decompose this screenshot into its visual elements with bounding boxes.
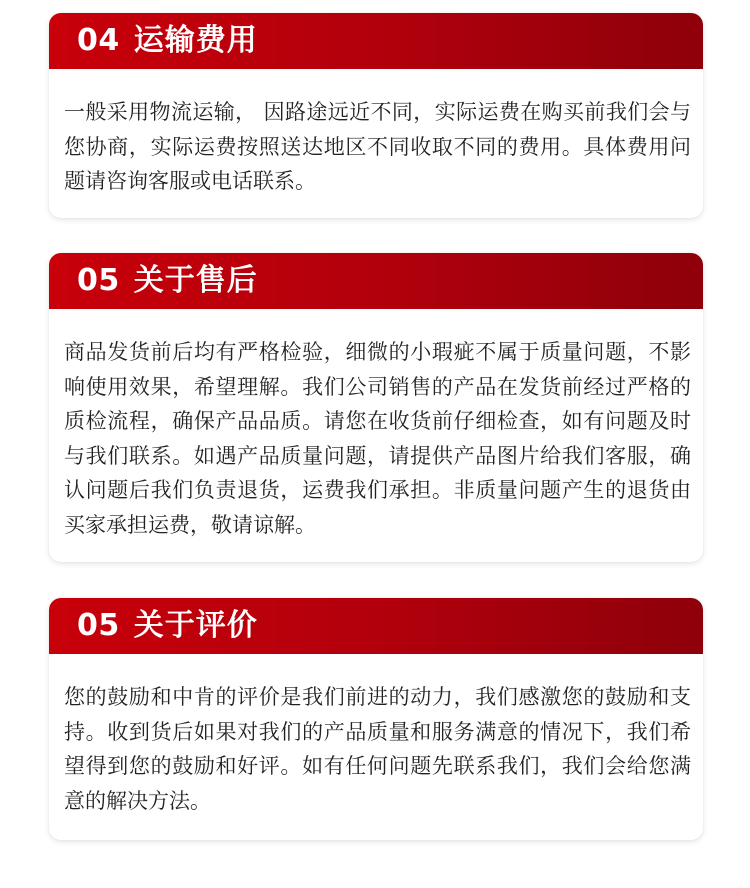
section-card-shipping [49,13,703,218]
section-title: 关于售后 [133,263,258,298]
section-title: 关于评价 [133,608,258,643]
section-number: 04 [77,23,120,58]
section-number: 05 [77,263,120,298]
section-text: 您的鼓励和中肯的评价是我们前进的动力，我们感激您的鼓励和支持。收到货后如果对我们的产品质量和服务满意的情况下，我们希望得到您的鼓励和好评。如有任何问题先联系我们，我们会给您满意的解决方法。 [64,685,691,813]
section-body [49,309,703,542]
section-number: 05 [77,608,120,643]
section-card-reviews [49,598,703,840]
section-body [49,69,703,199]
section-title: 运输费用 [133,23,258,58]
section-text: 一般采用物流运输， 因路途远近不同，实际运费在购买前我们会与您协商，实际运费按照送达地区不同收取不同的费用。具体费用问题请咨询客服或电话联系。 [64,100,691,193]
section-header [49,598,703,654]
section-text: 商品发货前后均有严格检验，细微的小瑕疵不属于质量问题，不影响使用效果，希望理解。我们公司销售的产品在发货前经过严格的质检流程，确保产品品质。请您在收货前仔细检查，如有问题及时与我们联系。如遇产品质量问题，请提供产品图片给我们客服，确认问题后我们负责退货，运费我们承担。非质量问题产生的退货由买家承担运费，敬请谅解。 [64,340,691,537]
section-header [49,13,703,69]
section-card-after-sales [49,253,703,562]
section-header [49,253,703,309]
section-body [49,654,703,818]
